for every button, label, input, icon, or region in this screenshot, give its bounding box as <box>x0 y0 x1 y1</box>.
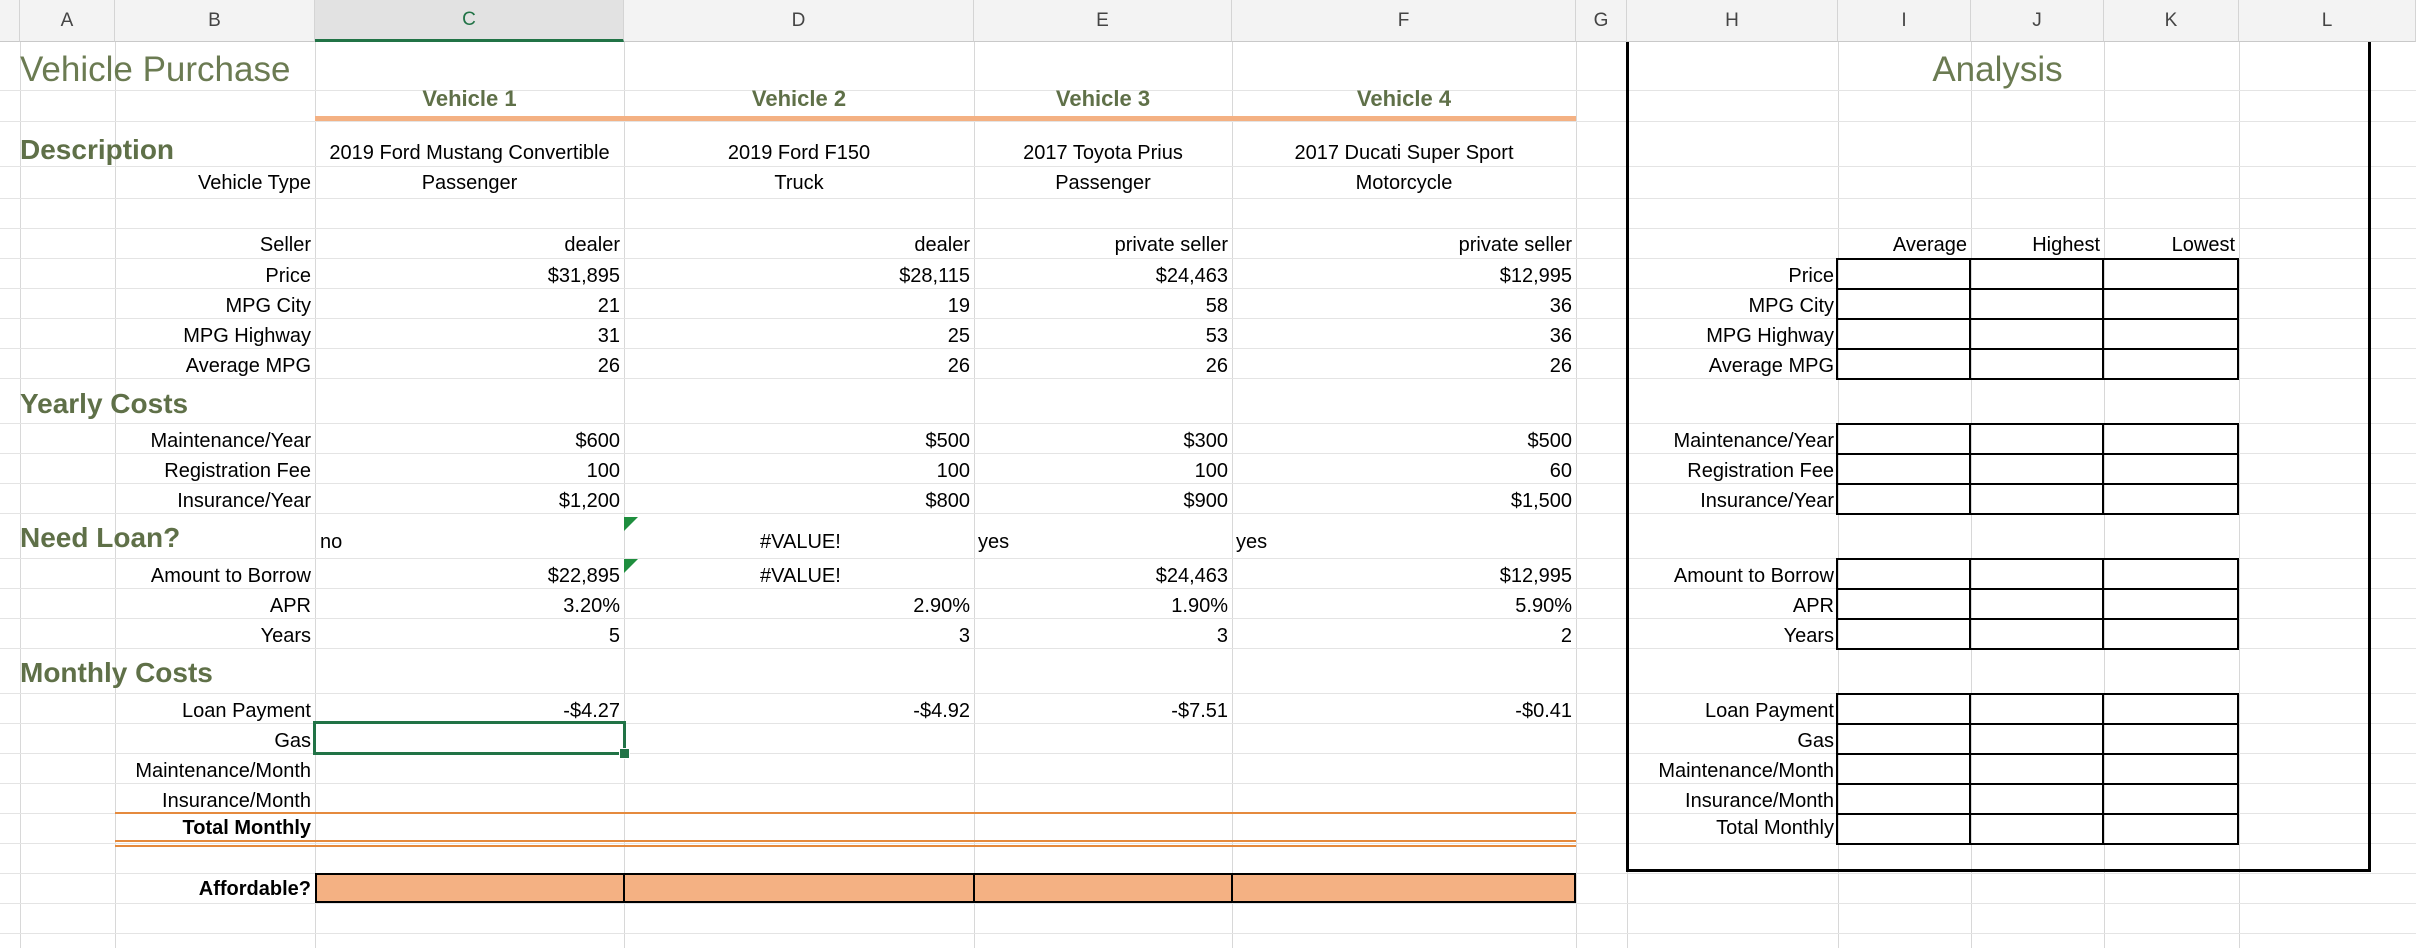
analysis-cell[interactable] <box>2102 258 2239 290</box>
analysis-cell[interactable] <box>2102 453 2239 485</box>
analysis-label-years: Years <box>1783 625 1834 647</box>
total-double-border-1 <box>115 840 1576 842</box>
analysis-cell[interactable] <box>1836 558 1971 590</box>
section-description: Description <box>20 134 175 165</box>
label-years: Years <box>260 625 311 647</box>
analysis-label-insurance-month: Insurance/Month <box>1685 790 1834 812</box>
seller-3: private seller <box>1114 234 1228 256</box>
analysis-cell[interactable] <box>2102 753 2239 785</box>
avg-mpg-1: 26 <box>597 355 620 377</box>
label-loan-payment: Loan Payment <box>182 700 311 722</box>
analysis-cell[interactable] <box>1836 423 1971 455</box>
analysis-cell[interactable] <box>1969 618 2104 650</box>
section-need-loan: Need Loan? <box>20 522 181 553</box>
analysis-cell[interactable] <box>2102 588 2239 620</box>
analysis-cell[interactable] <box>1969 813 2104 845</box>
analysis-cell[interactable] <box>1969 258 2104 290</box>
maint-year-2: $500 <box>925 430 970 452</box>
analysis-label-mpg-highway: MPG Highway <box>1706 325 1834 347</box>
analysis-label-price: Price <box>1788 265 1834 287</box>
apr-4: 5.90% <box>1515 595 1572 617</box>
analysis-cell[interactable] <box>1836 753 1971 785</box>
active-cell-c21[interactable] <box>313 721 626 755</box>
section-monthly-costs: Monthly Costs <box>20 657 213 688</box>
mpg-highway-3: 53 <box>1205 325 1228 347</box>
amount-2: #VALUE! <box>760 565 841 587</box>
label-average-mpg: Average MPG <box>185 355 311 377</box>
analysis-label-maintenance-year: Maintenance/Year <box>1673 430 1834 452</box>
analysis-cell[interactable] <box>1836 693 1971 725</box>
analysis-cell[interactable] <box>2102 423 2239 455</box>
analysis-cell[interactable] <box>2102 693 2239 725</box>
loan-2: #VALUE! <box>760 531 841 553</box>
label-mpg-city: MPG City <box>225 295 311 317</box>
section-yearly-costs: Yearly Costs <box>20 388 189 419</box>
vehicle-type-4: Motorcycle <box>1355 172 1453 194</box>
price-1: $31,895 <box>547 265 620 287</box>
loan-payment-2: -$4.92 <box>913 700 970 722</box>
price-3: $24,463 <box>1155 265 1228 287</box>
analysis-label-gas: Gas <box>1797 730 1834 752</box>
analysis-cell[interactable] <box>2102 318 2239 350</box>
maint-year-3: $300 <box>1183 430 1228 452</box>
analysis-label-average-mpg: Average MPG <box>1708 355 1834 377</box>
avg-mpg-3: 26 <box>1205 355 1228 377</box>
select-all-corner[interactable] <box>0 0 20 42</box>
reg-fee-4: 60 <box>1549 460 1572 482</box>
amount-3: $24,463 <box>1155 565 1228 587</box>
apr-3: 1.90% <box>1171 595 1228 617</box>
analysis-cell[interactable] <box>2102 348 2239 380</box>
mpg-highway-1: 31 <box>597 325 620 347</box>
total-top-border <box>115 812 1576 814</box>
label-amount-to-borrow: Amount to Borrow <box>150 565 311 587</box>
loan-3: yes <box>978 531 1010 553</box>
analysis-cell[interactable] <box>2102 618 2239 650</box>
ins-year-3: $900 <box>1183 490 1228 512</box>
vehicle-name-3: 2017 Toyota Prius <box>1023 142 1183 164</box>
mpg-city-4: 36 <box>1549 295 1572 317</box>
analysis-cell[interactable] <box>1969 318 2104 350</box>
label-vehicle-type: Vehicle Type <box>197 172 311 194</box>
analysis-label-insurance-year: Insurance/Year <box>1700 490 1834 512</box>
analysis-cell[interactable] <box>1836 288 1971 320</box>
analysis-cell[interactable] <box>2102 783 2239 815</box>
mpg-city-3: 58 <box>1205 295 1228 317</box>
vehicle-header-4: Vehicle 4 <box>1356 86 1452 111</box>
loan-4: yes <box>1236 531 1268 553</box>
analysis-cell[interactable] <box>1836 618 1971 650</box>
analysis-cell[interactable] <box>1836 258 1971 290</box>
seller-2: dealer <box>914 234 970 256</box>
label-affordable: Affordable? <box>198 878 311 900</box>
error-indicator-icon <box>624 559 638 573</box>
analysis-cell[interactable] <box>1969 288 2104 320</box>
label-seller: Seller <box>259 234 311 256</box>
analysis-label-apr: APR <box>1792 595 1834 617</box>
mpg-city-2: 19 <box>947 295 970 317</box>
label-registration-fee: Registration Fee <box>164 460 311 482</box>
analysis-cell[interactable] <box>1969 483 2104 515</box>
vehicle-name-2: 2019 Ford F150 <box>727 142 871 164</box>
analysis-label-amount-to-borrow: Amount to Borrow <box>1673 565 1834 587</box>
loan-1: no <box>320 531 343 553</box>
price-2: $28,115 <box>899 265 970 287</box>
label-insurance-year: Insurance/Year <box>177 490 311 512</box>
vehicle-header-2: Vehicle 2 <box>751 86 847 111</box>
sheet-title: Vehicle Purchase <box>20 50 291 89</box>
loan-payment-3: -$7.51 <box>1171 700 1228 722</box>
loan-payment-1: -$4.27 <box>563 700 620 722</box>
mpg-highway-2: 25 <box>947 325 970 347</box>
analysis-cell[interactable] <box>1836 318 1971 350</box>
amount-4: $12,995 <box>1499 565 1572 587</box>
analysis-cell[interactable] <box>1969 693 2104 725</box>
col-header-e[interactable]: E <box>974 0 1232 42</box>
analysis-cell[interactable] <box>2102 483 2239 515</box>
label-apr: APR <box>269 595 311 617</box>
price-4: $12,995 <box>1499 265 1572 287</box>
analysis-label-maintenance-month: Maintenance/Month <box>1658 760 1834 782</box>
fill-handle[interactable] <box>619 748 630 759</box>
vehicle-header-1: Vehicle 1 <box>422 86 517 111</box>
analysis-cell[interactable] <box>1969 588 2104 620</box>
vehicle-type-1: Passenger <box>421 172 518 194</box>
years-1: 5 <box>608 625 620 647</box>
col-header-a[interactable]: A <box>20 0 115 42</box>
apr-1: 3.20% <box>563 595 620 617</box>
total-double-border-2 <box>115 845 1576 847</box>
analysis-header-lowest: Lowest <box>2171 234 2235 256</box>
seller-1: dealer <box>564 234 620 256</box>
analysis-cell[interactable] <box>1836 723 1971 755</box>
amount-1: $22,895 <box>547 565 620 587</box>
analysis-cell[interactable] <box>1836 483 1971 515</box>
label-mpg-highway: MPG Highway <box>183 325 311 347</box>
seller-4: private seller <box>1458 234 1572 256</box>
col-header-j[interactable]: J <box>1971 0 2104 42</box>
maint-year-4: $500 <box>1527 430 1572 452</box>
analysis-label-mpg-city: MPG City <box>1748 295 1834 317</box>
reg-fee-1: 100 <box>586 460 620 482</box>
ins-year-1: $1,200 <box>558 490 620 512</box>
vehicle-type-3: Passenger <box>1055 172 1151 194</box>
analysis-cell[interactable] <box>2102 288 2239 320</box>
label-gas: Gas <box>274 730 311 752</box>
loan-payment-4: -$0.41 <box>1515 700 1572 722</box>
label-maintenance-year: Maintenance/Year <box>150 430 311 452</box>
mpg-highway-4: 36 <box>1549 325 1572 347</box>
years-4: 2 <box>1560 625 1572 647</box>
analysis-cell[interactable] <box>1969 423 2104 455</box>
ins-year-2: $800 <box>925 490 970 512</box>
vehicle-name-1: 2019 Ford Mustang Convertible <box>329 142 610 164</box>
vehicle-header-3: Vehicle 3 <box>1055 86 1151 111</box>
col-header-c[interactable]: C <box>315 0 624 42</box>
col-header-i[interactable]: I <box>1838 0 1971 42</box>
col-header-f[interactable]: F <box>1232 0 1576 42</box>
years-3: 3 <box>1216 625 1228 647</box>
error-indicator-icon <box>624 517 638 531</box>
analysis-cell[interactable] <box>1969 783 2104 815</box>
analysis-cell[interactable] <box>1836 588 1971 620</box>
analysis-cell[interactable] <box>1969 558 2104 590</box>
analysis-label-registration-fee: Registration Fee <box>1687 460 1834 482</box>
vehicle-type-2: Truck <box>774 172 824 194</box>
analysis-label-total-monthly: Total Monthly <box>1716 817 1834 839</box>
col-header-d[interactable]: D <box>624 0 974 42</box>
ins-year-4: $1,500 <box>1510 490 1572 512</box>
label-maintenance-month: Maintenance/Month <box>135 760 311 782</box>
analysis-cell[interactable] <box>1969 453 2104 485</box>
avg-mpg-4: 26 <box>1549 355 1572 377</box>
label-price: Price <box>265 265 311 287</box>
reg-fee-3: 100 <box>1194 460 1228 482</box>
affordable-row <box>315 873 1576 903</box>
analysis-cell[interactable] <box>2102 813 2239 845</box>
analysis-label-loan-payment: Loan Payment <box>1705 700 1834 722</box>
analysis-cell[interactable] <box>1836 453 1971 485</box>
avg-mpg-2: 26 <box>947 355 970 377</box>
analysis-header-highest: Highest <box>2032 234 2100 256</box>
col-header-g[interactable]: G <box>1576 0 1627 42</box>
col-header-h[interactable]: H <box>1627 0 1838 42</box>
col-header-b[interactable]: B <box>115 0 315 42</box>
maint-year-1: $600 <box>575 430 620 452</box>
mpg-city-1: 21 <box>597 295 620 317</box>
analysis-cell[interactable] <box>2102 723 2239 755</box>
apr-2: 2.90% <box>913 595 970 617</box>
header-underline <box>315 116 1576 121</box>
analysis-cell[interactable] <box>1836 348 1971 380</box>
analysis-cell[interactable] <box>1969 753 2104 785</box>
label-total-monthly: Total Monthly <box>182 817 311 839</box>
vehicle-name-4: 2017 Ducati Super Sport <box>1294 142 1514 164</box>
analysis-cell[interactable] <box>1969 723 2104 755</box>
col-header-k[interactable]: K <box>2104 0 2239 42</box>
analysis-cell[interactable] <box>1836 813 1971 845</box>
reg-fee-2: 100 <box>936 460 970 482</box>
analysis-cell[interactable] <box>1969 348 2104 380</box>
label-insurance-month: Insurance/Month <box>162 790 311 812</box>
col-header-l[interactable]: L <box>2239 0 2416 42</box>
analysis-cell[interactable] <box>2102 558 2239 590</box>
analysis-header-average: Average <box>1892 234 1967 256</box>
years-2: 3 <box>958 625 970 647</box>
analysis-cell[interactable] <box>1836 783 1971 815</box>
analysis-title: Analysis <box>1932 50 2063 89</box>
